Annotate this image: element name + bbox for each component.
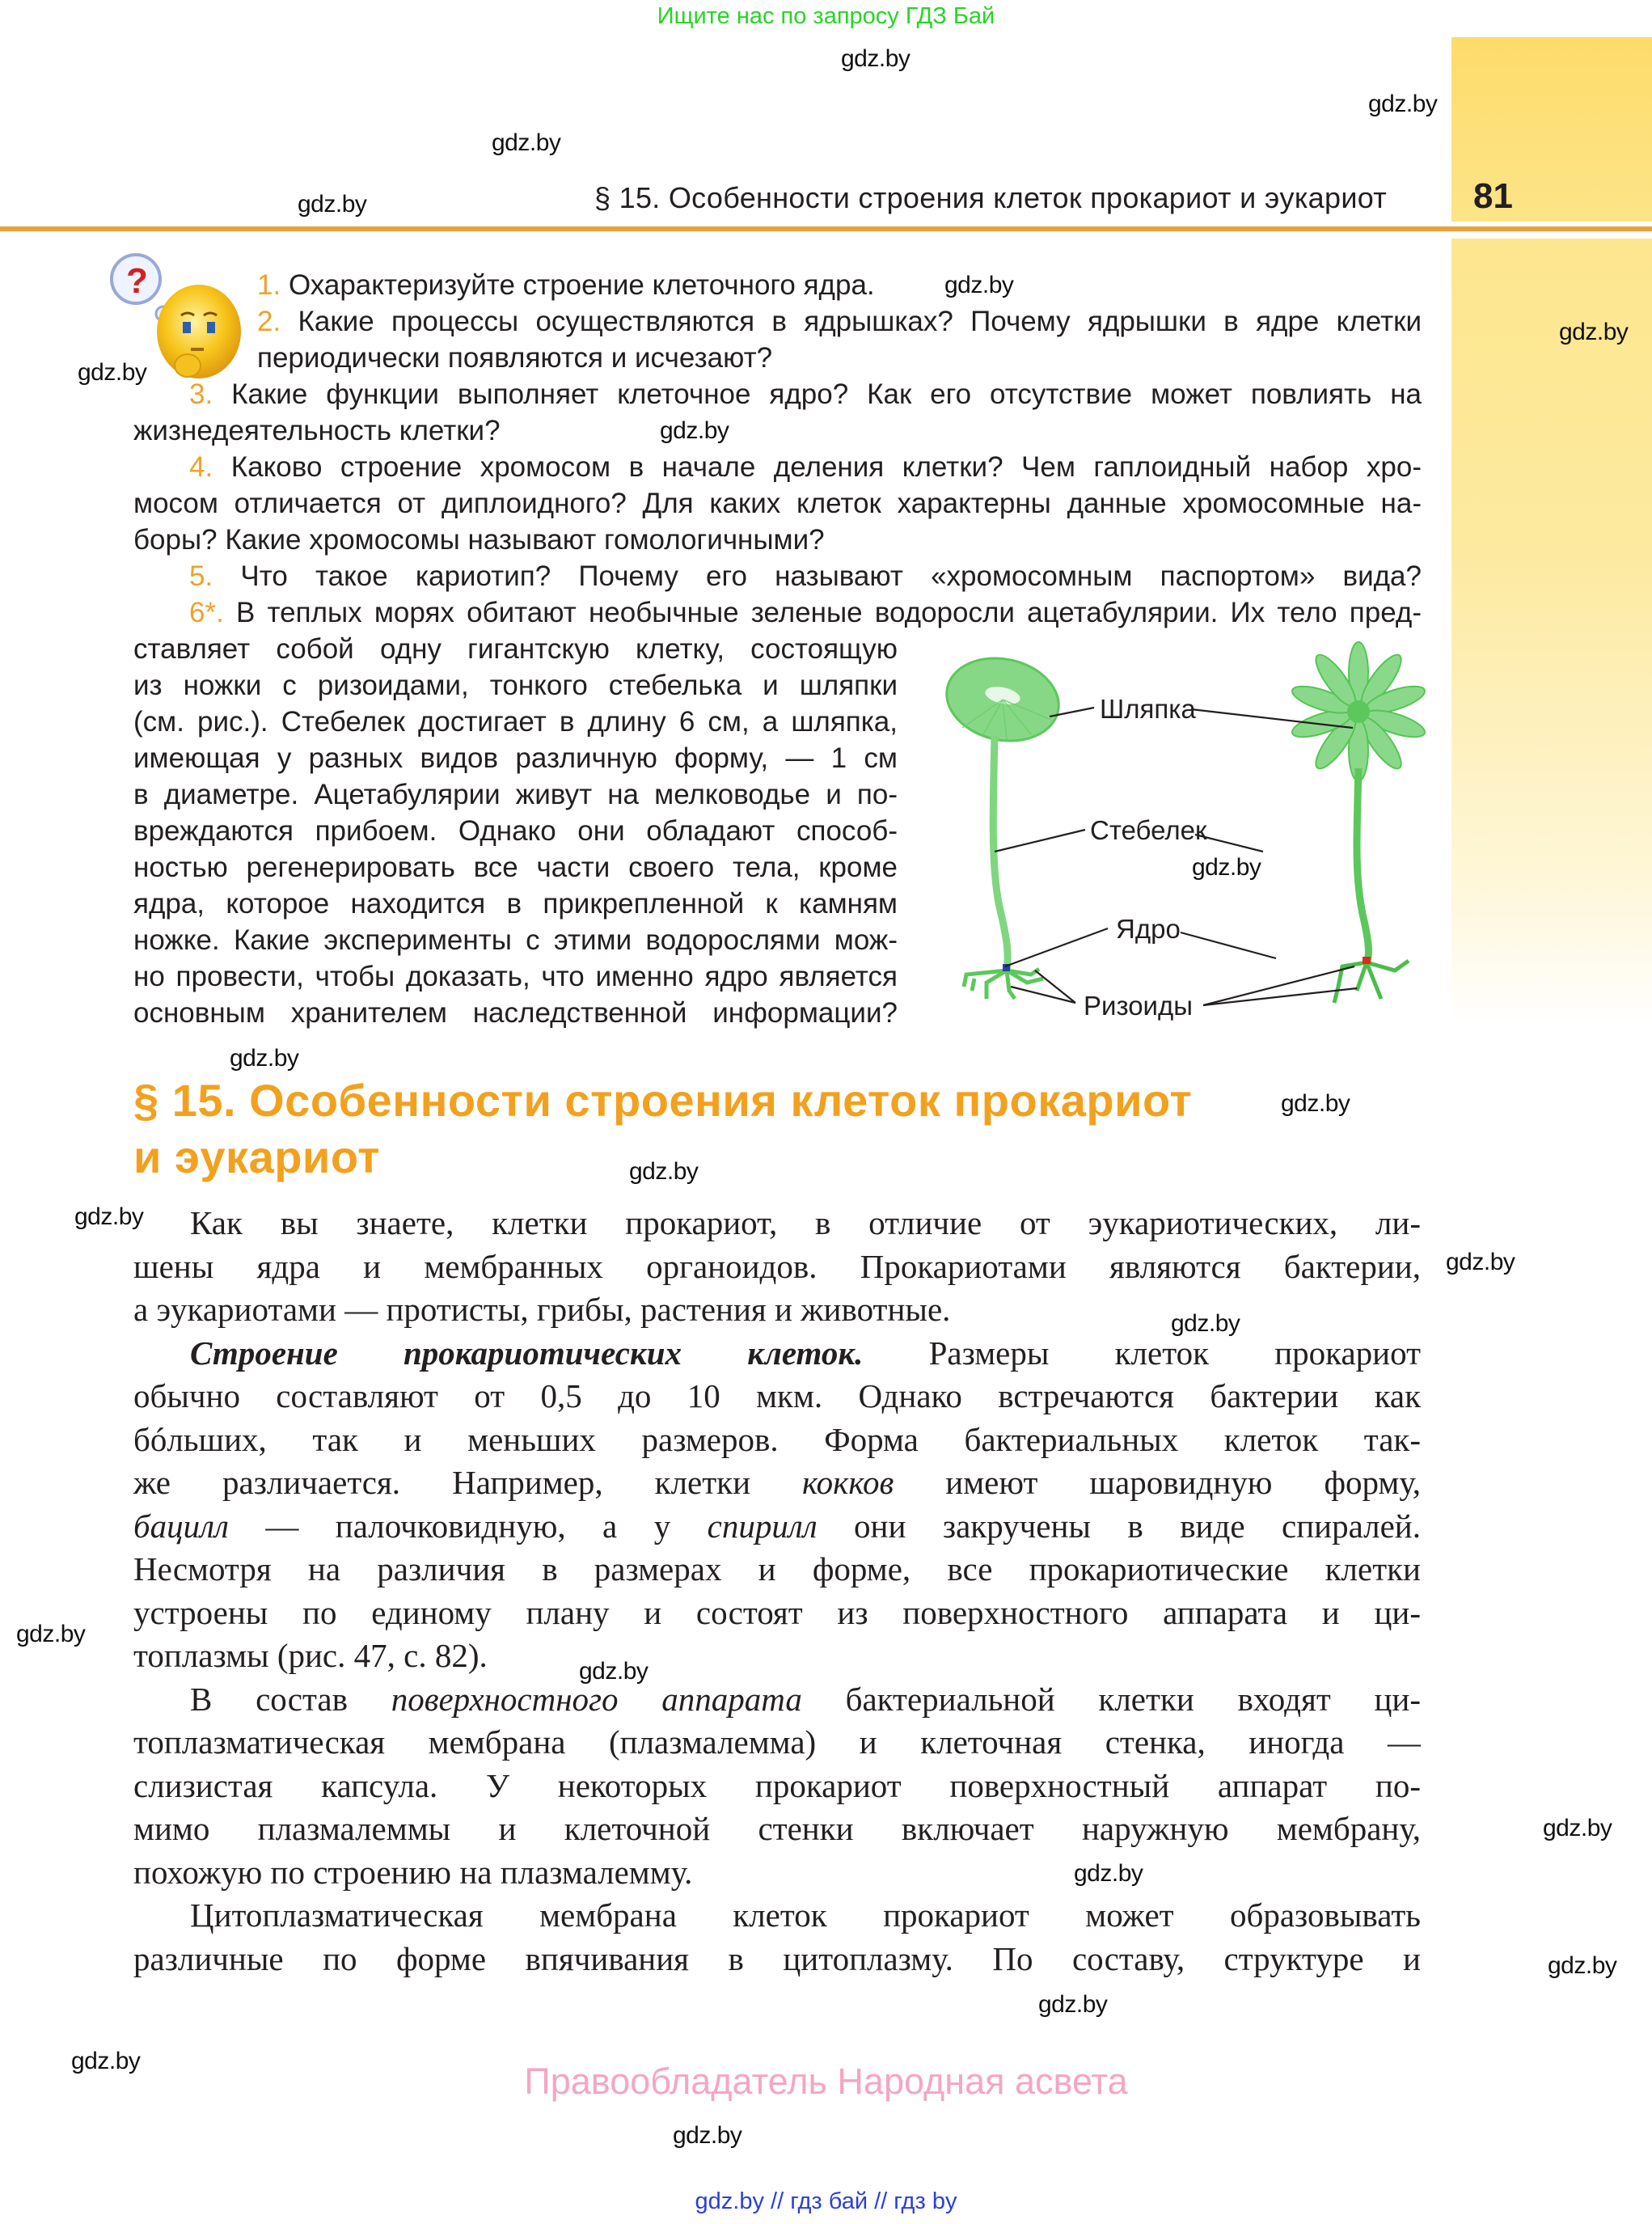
question-3: 3. Какие функции выполняет клеточное ядро? Как его отсутствие может повлиять на (189, 378, 1422, 410)
watermark: gdz.by (944, 272, 1014, 298)
watermark: gdz.by (579, 1658, 649, 1685)
label-stalk: Стебелек (1090, 815, 1207, 845)
watermark: gdz.by (74, 1203, 144, 1230)
paragraph-line: топлазматическая мембрана (плазмалемма) и клеточная стенка, иногда — (133, 1723, 1421, 1761)
section-title-cont: и эукариот (133, 1131, 381, 1182)
term-spirilla: спирилл (707, 1507, 818, 1545)
question-6-line: (см. рис.). Стебелек достигает в длину 6 см, а шляпка, (133, 706, 898, 738)
label-nucleus: Ядро (1116, 914, 1181, 944)
question-6-line: основным хранителем наследственной информации? (133, 997, 898, 1029)
paragraph-line: обычно составляют от 0,5 до 10 мкм. Однако встречаются бактерии как (133, 1377, 1421, 1414)
paragraph-line: устроены по единому плану и состоят из поверхностного аппарата и ци- (133, 1593, 1421, 1631)
watermark: gdz.by (1559, 319, 1629, 345)
question-6: 6*. В теплых морях обитают необычные зеленые водоросли ацетабулярии. Их тело пред- (189, 597, 1422, 628)
watermark: gdz.by (673, 2122, 742, 2149)
paragraph-line: похожую по строению на плазмалемму. (133, 1853, 693, 1891)
watermark: gdz.by (629, 1158, 699, 1185)
acetabularia-figure (914, 631, 1439, 1035)
paragraph-line: же различается. Например, клетки кокков имеют шаровидную форму, (133, 1464, 1421, 1501)
question-6-line: но провести, чтобы доказать, что именно ядро является (133, 961, 898, 992)
body-text (133, 1202, 1421, 1981)
question-4: 4. Каково строение хромосом в начале деления клетки? Чем гаплоидный набор хро- (189, 451, 1422, 483)
watermark: gdz.by (230, 1045, 299, 1072)
watermark: gdz.by (1171, 1310, 1240, 1337)
header-divider (0, 226, 1652, 231)
margin-band (1451, 239, 1652, 1027)
question-6-line: в диаметре. Ацетабулярии живут на мелководье и по- (133, 779, 898, 810)
paragraph-line: бóльших, так и меньших размеров. Форма бактериальных клеток так- (133, 1420, 1421, 1458)
paragraph-line: различные по форме впячивания в цитоплазму. По составу, структуре и (133, 1939, 1421, 1977)
question-6-line: ставляет собой одну гигантскую клетку, состоящую (133, 633, 898, 665)
paragraph-line: Цитоплазматическая мембрана клеток прокариот может образовывать (190, 1896, 1421, 1934)
page-number: 81 (1473, 176, 1513, 216)
question-6-line: имеющая у разных видов различную форму, — 1 см (133, 742, 898, 774)
watermark: gdz.by (660, 417, 729, 444)
label-rhizoids: Ризоиды (1084, 991, 1193, 1021)
question-2: 2. Какие процессы осуществляются в ядрышках? Почему ядрышки в ядре клетки (257, 306, 1422, 337)
paragraph-line: шены ядра и мембранных органоидов. Прокариотами являются бактерии, (133, 1247, 1421, 1285)
question-4-cont: мосом отличается от диплоидного? Для каких клеток характерны данные хромосомные на- (133, 488, 1422, 519)
question-6-line: ножке. Какие эксперименты с этими водорослями мож- (133, 924, 898, 956)
watermark: gdz.by (1543, 1815, 1612, 1841)
watermark: gdz.by (71, 2048, 141, 2074)
term-cocci: кокков (802, 1464, 894, 1501)
watermark: gdz.by (16, 1621, 86, 1647)
question-2-cont: периодически появляются и исчезают? (257, 342, 773, 374)
paragraph-line: Как вы знаете, клетки прокариот, в отличие от эукариотических, ли- (190, 1204, 1421, 1241)
watermark: gdz.by (841, 45, 911, 72)
paragraph-line: мимо плазмалеммы и клеточной стенки включает наружную мембрану, (133, 1810, 1421, 1847)
question-3-cont: жизнедеятельность клетки? (133, 415, 501, 446)
watermark: gdz.by (1281, 1090, 1350, 1117)
svg-text:?: ? (126, 261, 148, 301)
watermark: gdz.by (1038, 1991, 1108, 2018)
section-title: § 15. Особенности строения клеток прокариот (133, 1075, 1193, 1126)
watermark: gdz.by (298, 191, 367, 218)
question-6-line: ядра, которое находится в прикрепленной к камням (133, 888, 898, 920)
copyright-notice: Правообладатель Народная асвета (524, 2061, 1128, 2102)
watermark: gdz.by (1548, 1952, 1617, 1979)
question-5: 5. Что такое кариотип? Почему его называют «хромосомным паспортом» вида? (189, 560, 1422, 592)
paragraph-line: Несмотря на различия в размерах и форме, все прокариотические клетки (133, 1550, 1421, 1588)
question-1: 1. Охарактеризуйте строение клеточного ядра. (257, 269, 875, 301)
paragraph-line: Строение прокариотических клеток. Размеры клеток прокариот (190, 1334, 1421, 1372)
paragraph-line: В состав поверхностного аппарата бактериальной клетки входят ци- (190, 1680, 1421, 1718)
watermark: gdz.by (1192, 854, 1261, 881)
question-4-cont: боры? Какие хромосомы называют гомологичными? (133, 524, 825, 556)
question-6-line: из ножки с ризоидами, тонкого стебелька и шляпки (133, 670, 898, 701)
paragraph-line: топлазмы (рис. 47, с. 82). (133, 1637, 488, 1674)
paragraph-line: бацилл — палочковидную, а у спирилл они закручены в виде спиралей. (133, 1507, 1421, 1545)
question-6-line: вреждаются прибоем. Однако они обладают способ- (133, 815, 898, 847)
search-banner[interactable]: Ищите нас по запросу ГДЗ Бай (657, 3, 995, 29)
term-surface-apparatus: поверхностного аппарата (391, 1680, 802, 1718)
label-cap: Шляпка (1100, 694, 1196, 724)
footer-links[interactable]: gdz.by // гдз бай // гдз by (695, 2188, 957, 2214)
watermark: gdz.by (1368, 91, 1438, 117)
watermark: gdz.by (1446, 1249, 1515, 1275)
thinking-smiley-icon (104, 251, 265, 380)
paragraph-line: слизистая капсула. У некоторых прокариот поверхностный аппарат по- (133, 1766, 1421, 1804)
watermark: gdz.by (1074, 1860, 1143, 1887)
watermark: gdz.by (492, 129, 561, 156)
subheading-prokaryotic-structure: Строение прокариотических клеток. (190, 1334, 864, 1372)
paragraph-line: а эукариотами — протисты, грибы, растения и животные. (133, 1291, 951, 1328)
watermark: gdz.by (78, 359, 147, 386)
term-bacilli: бацилл (133, 1507, 229, 1545)
running-head: § 15. Особенности строения клеток прокариот и эукариот (594, 181, 1388, 214)
question-6-line: ностью регенерировать все части своего тела, кроме (133, 852, 898, 883)
